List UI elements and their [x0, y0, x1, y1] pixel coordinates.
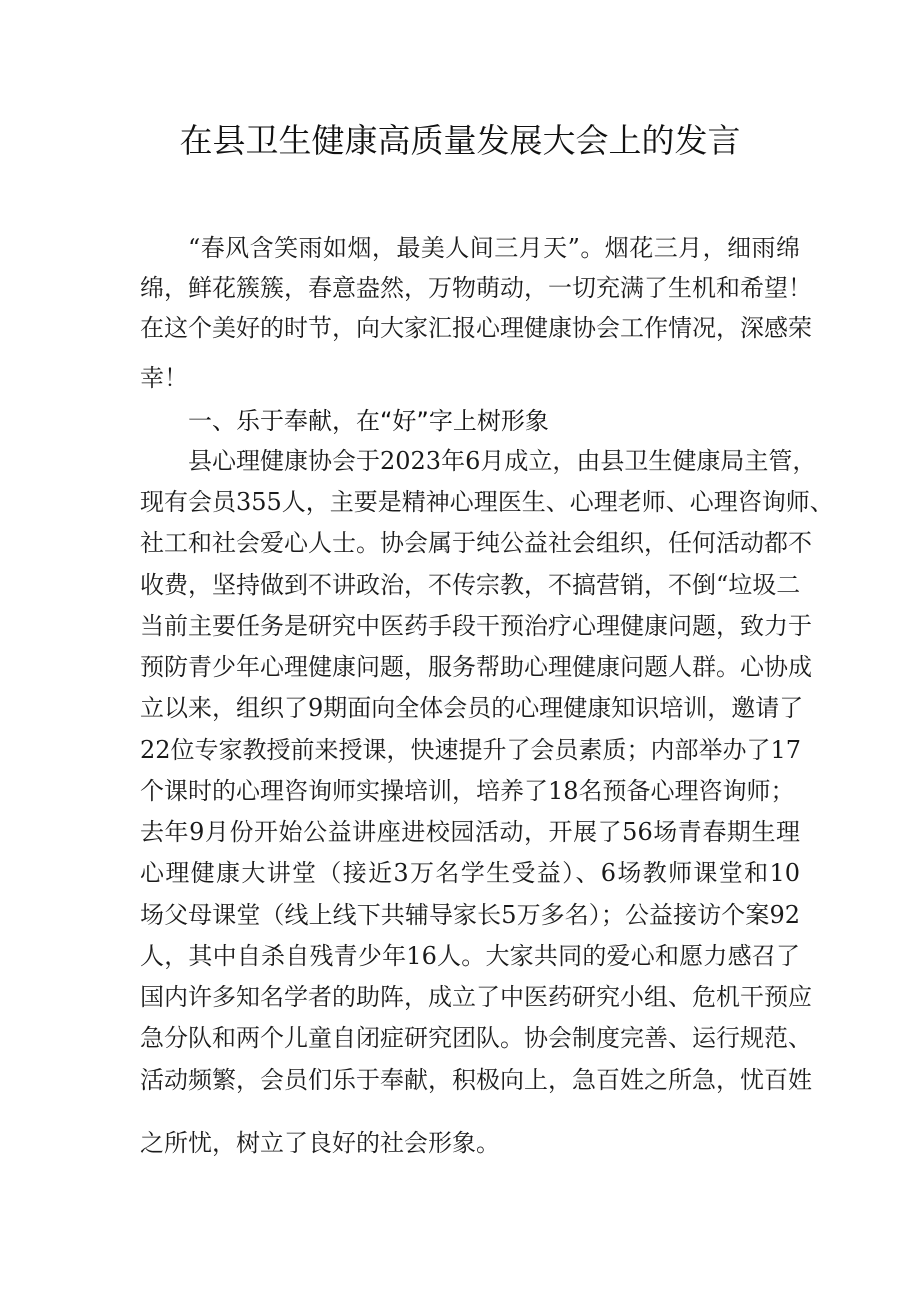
body-line: 立以来，组织了9期面向全体会员的心理健康知识培训，邀请了	[140, 694, 804, 722]
body-line: 心理健康大讲堂（接近3万名学生受益）、6场教师课堂和10	[140, 859, 800, 887]
body-line: 之所忧，树立了良好的社会形象。	[140, 1129, 500, 1157]
body-line: 个课时的心理咨询师实操培训，培养了18名预备心理咨询师；	[140, 777, 795, 805]
document-title: 在县卫生健康高质量发展大会上的发言	[179, 121, 741, 160]
body-line: 现有会员355人，主要是精神心理医生、心理老师、心理咨询师、	[140, 488, 834, 516]
body-line: 人，其中自杀自残青少年16人。大家共同的爱心和愿力感召了	[140, 942, 800, 970]
body-line: 国内许多知名学者的助阵，成立了中医药研究小组、危机干预应	[140, 983, 812, 1011]
intro-line: 绵，鲜花簇簇，春意盎然，万物萌动，一切充满了生机和希望！	[140, 274, 812, 302]
body-line: 场父母课堂（线上线下共辅导家长5万多名）；公益接访个案92	[140, 901, 800, 929]
body-line: 当前主要任务是研究中医药手段干预治疗心理健康问题，致力于	[140, 612, 812, 640]
body-line: 活动频繁，会员们乐于奉献，积极向上，急百姓之所急，忧百姓	[140, 1066, 812, 1094]
body-line: 急分队和两个儿童自闭症研究团队。协会制度完善、运行规范、	[140, 1024, 812, 1052]
body-line: 县心理健康协会于2023年6月成立，由县卫生健康局主管，	[188, 447, 817, 475]
body-line: 收费，坚持做到不讲政治，不传宗教，不搞营销，不倒“垃圾二	[140, 571, 801, 599]
intro-line: “春风含笑雨如烟，最美人间三月天”。烟花三月，细雨绵	[188, 234, 800, 262]
body-line: 去年9月份开始公益讲座进校园活动，开展了56场青春期生理	[140, 818, 800, 846]
body-line: 社工和社会爱心人士。协会属于纯公益社会组织，任何活动都不	[140, 529, 812, 557]
intro-line: 幸！	[140, 364, 188, 392]
intro-line: 在这个美好的时节，向大家汇报心理健康协会工作情况，深感荣	[140, 314, 812, 342]
body-line: 22位专家教授前来授课，快速提升了会员素质；内部举办了17	[140, 736, 802, 764]
section-heading: 一、乐于奉献，在“好”字上树形象	[188, 407, 549, 435]
body-line: 预防青少年心理健康问题，服务帮助心理健康问题人群。心协成	[140, 653, 812, 681]
